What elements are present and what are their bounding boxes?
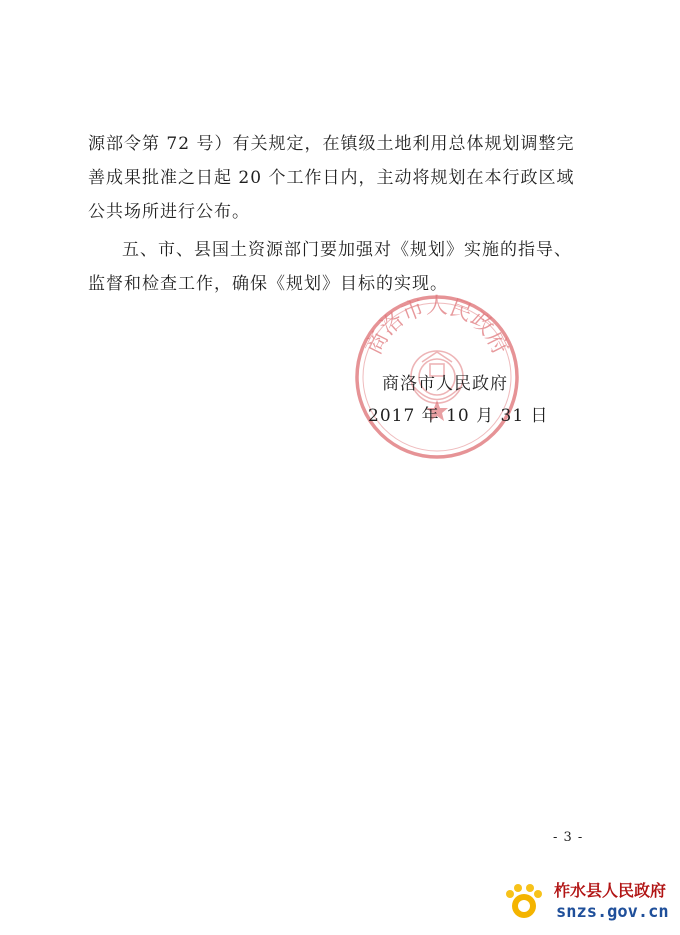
body-paragraph-2: 五、市、县国土资源部门要加强对《规划》实施的指导、监督和检查工作，确保《规划》目标的实现。: [88, 240, 572, 294]
page-number: - 3 -: [553, 830, 584, 845]
site-watermark: [502, 876, 674, 928]
watermark-site-url: snzs.gov.cn: [556, 902, 669, 922]
issue-date: 2017 年 10 月 31 日: [368, 406, 549, 426]
issuer-name: 商洛市人民政府: [382, 374, 508, 394]
watermark-site-name: 柞水县人民政府: [554, 881, 667, 900]
svg-text:商洛市人民政府: [361, 294, 512, 359]
sun-paw-logo-icon: [502, 880, 546, 924]
body-paragraph-1: 源部令第 72 号）有关规定，在镇级土地利用总体规划调整完善成果批准之日起 20 个工作日内，主动将规划在本行政区域公共场所进行公布。: [88, 134, 575, 222]
seal-text: 商洛市人民政府: [361, 294, 513, 359]
